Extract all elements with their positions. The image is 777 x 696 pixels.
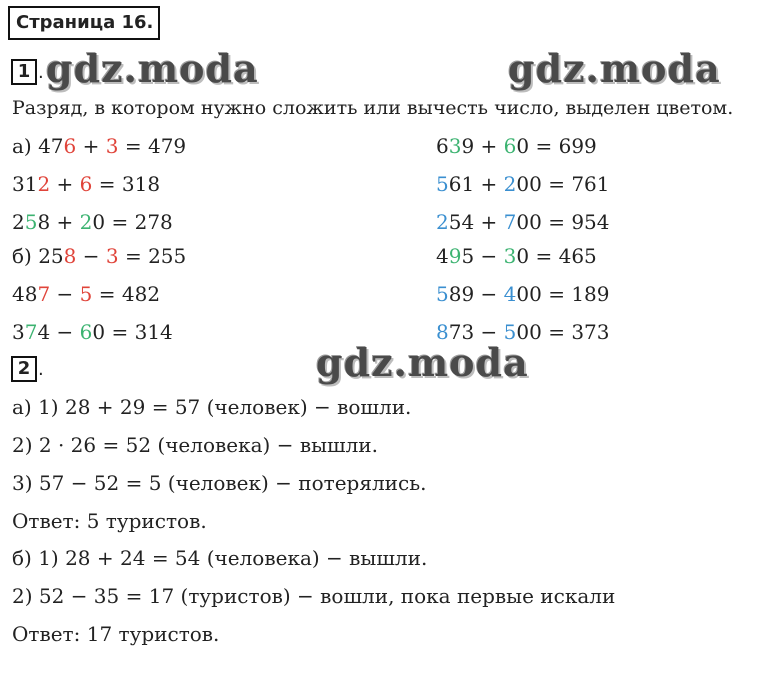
task-1-number xyxy=(11,59,37,85)
highlighted-digit: 5 xyxy=(503,320,517,344)
equation-line xyxy=(436,133,597,159)
task-2-dot: . xyxy=(38,359,44,380)
equation-line xyxy=(12,319,173,345)
equation-text: 61 + xyxy=(448,172,504,196)
task-2-number-text: 2 xyxy=(17,358,31,379)
equation-line xyxy=(436,171,610,197)
highlighted-digit: 2 xyxy=(436,210,449,234)
answer-line: Ответ: 17 туристов. xyxy=(12,622,220,646)
equation-text: 3 xyxy=(12,320,25,344)
equation-text: + xyxy=(50,172,80,196)
equation-line xyxy=(12,281,160,307)
highlighted-digit: 2 xyxy=(503,172,517,196)
equation-text: 0 = 465 xyxy=(516,244,597,268)
equation-line xyxy=(12,209,173,235)
equation-line xyxy=(12,171,160,197)
solution-line: б) 1) 28 + 24 = 54 (человека) − вышли. xyxy=(12,546,428,570)
watermark-logo: gdz.moda xyxy=(508,46,721,91)
equation-text: 6 xyxy=(436,134,449,158)
task-2-number xyxy=(11,356,37,382)
highlighted-digit: 8 xyxy=(63,244,77,268)
highlighted-digit: 5 xyxy=(436,282,449,306)
equation-line xyxy=(12,133,186,159)
equation-text: − xyxy=(50,282,80,306)
highlighted-digit: 5 xyxy=(79,282,93,306)
equation-text: б) 25 xyxy=(12,244,64,268)
equation-text: 00 = 761 xyxy=(516,172,610,196)
equation-text: − xyxy=(76,244,106,268)
solution-line: а) 1) 28 + 29 = 57 (человек) − вошли. xyxy=(12,395,412,419)
equation-line xyxy=(436,319,610,345)
equation-text: 5 − xyxy=(461,244,504,268)
highlighted-digit: 2 xyxy=(79,210,93,234)
equation-text: + xyxy=(76,134,106,158)
equation-text: 4 − xyxy=(37,320,80,344)
solution-line: 2) 2 · 26 = 52 (человека) − вышли. xyxy=(12,433,378,457)
equation-text: 89 − xyxy=(448,282,504,306)
highlighted-digit: 3 xyxy=(448,134,462,158)
highlighted-digit: 6 xyxy=(79,320,93,344)
answer-line: Ответ: 5 туристов. xyxy=(12,509,207,533)
highlighted-digit: 7 xyxy=(37,282,51,306)
equation-text: 0 = 314 xyxy=(92,320,173,344)
watermark-logo: gdz.moda xyxy=(316,340,529,385)
highlighted-digit: 9 xyxy=(448,244,462,268)
highlighted-digit: 4 xyxy=(503,282,517,306)
watermark-logo: gdz.moda xyxy=(46,46,259,91)
highlighted-digit: 2 xyxy=(37,172,51,196)
highlighted-digit: 3 xyxy=(105,244,119,268)
task-1-intro: Разряд, в котором нужно сложить или вычесть число, выделен цветом. xyxy=(12,97,734,119)
equation-text: 00 = 373 xyxy=(516,320,610,344)
equation-text: 4 xyxy=(436,244,449,268)
equation-text: = 255 xyxy=(118,244,187,268)
equation-text: = 479 xyxy=(118,134,187,158)
highlighted-digit: 7 xyxy=(24,320,38,344)
equation-line xyxy=(436,209,610,235)
task-1-number-text: 1 xyxy=(17,61,31,82)
equation-text: 0 = 278 xyxy=(92,210,173,234)
solution-line: 3) 57 − 52 = 5 (человек) − потерялись. xyxy=(12,471,427,495)
page-header xyxy=(8,6,160,40)
task-1-dot: . xyxy=(38,62,44,83)
highlighted-digit: 5 xyxy=(24,210,38,234)
highlighted-digit: 3 xyxy=(105,134,119,158)
equation-text: 31 xyxy=(12,172,38,196)
equation-text: = 318 xyxy=(92,172,161,196)
highlighted-digit: 6 xyxy=(503,134,517,158)
equation-text: 0 = 699 xyxy=(516,134,597,158)
highlighted-digit: 8 xyxy=(436,320,449,344)
highlighted-digit: 6 xyxy=(79,172,93,196)
page-title: Страница 16. xyxy=(16,12,154,33)
solution-line: 2) 52 − 35 = 17 (туристов) − вошли, пока первые искали xyxy=(12,584,616,608)
equation-text: 8 + xyxy=(37,210,80,234)
highlighted-digit: 3 xyxy=(503,244,517,268)
equation-text: а) 47 xyxy=(12,134,64,158)
equation-text: 54 + xyxy=(448,210,504,234)
highlighted-digit: 5 xyxy=(436,172,449,196)
equation-text: 48 xyxy=(12,282,38,306)
equation-text: 2 xyxy=(12,210,25,234)
equation-line xyxy=(436,243,597,269)
equation-text: 00 = 189 xyxy=(516,282,610,306)
highlighted-digit: 7 xyxy=(503,210,517,234)
highlighted-digit: 6 xyxy=(63,134,77,158)
equation-text: 9 + xyxy=(461,134,504,158)
equation-text: 73 − xyxy=(448,320,504,344)
equation-line xyxy=(436,281,610,307)
equation-text: = 482 xyxy=(92,282,161,306)
equation-line xyxy=(12,243,186,269)
equation-text: 00 = 954 xyxy=(516,210,610,234)
